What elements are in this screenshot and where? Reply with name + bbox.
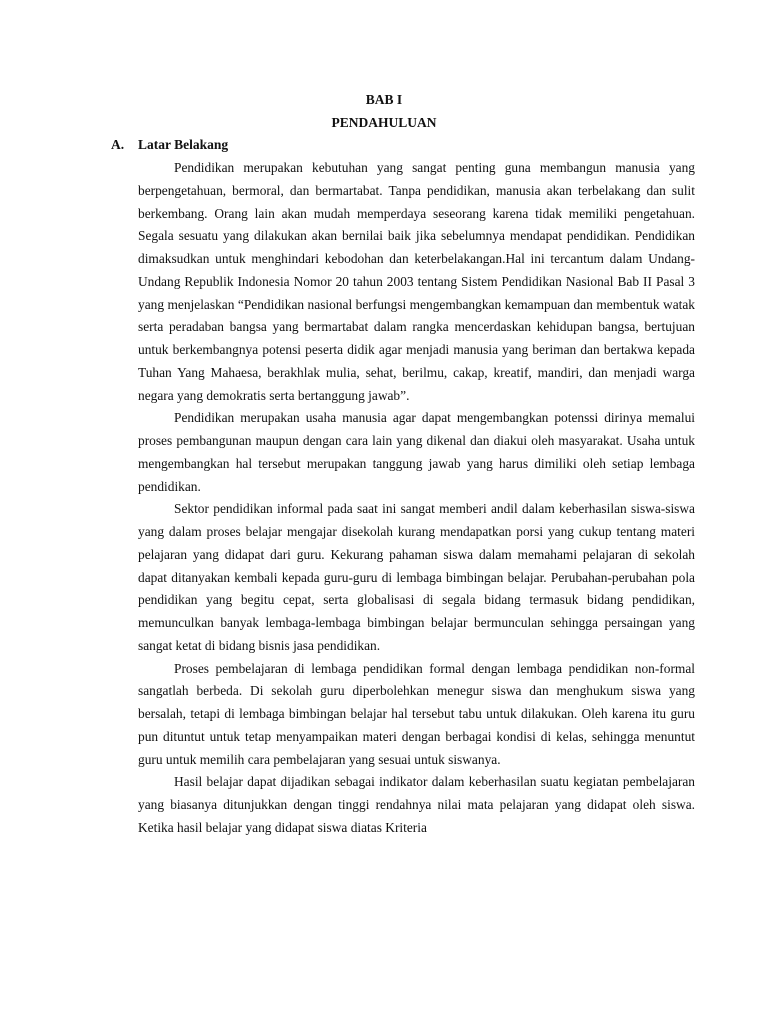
section-title: Latar Belakang xyxy=(138,137,229,152)
paragraph: Pendidikan merupakan kebutuhan yang sangat penting guna membangun manusia yang berpengetahuan, bermoral, dan bermartabat. Tanpa pendidikan, manusia akan terbelakang dan sulit berkembang. Orang lain akan mudah memperdaya seseorang karena tidak memiliki pengetahuan. Segala sesuatu yang dilakukan akan bernilai baik jika sebelumnya mendapat pendidikan. Pendidikan dimaksudkan untuk menghindari kebodohan dan keterbelakangan.Hal ini tercantum dalam Undang-Undang Republik Indonesia Nomor 20 tahun 2003 tentang Sistem Pendidikan Nasional Bab II Pasal 3 yang menjelaskan “Pendidikan nasional berfungsi mengembangkan kemampuan dan membentuk watak serta peradaban bangsa yang bermartabat dalam rangka mencerdaskan kehidupan bangsa, bertujuan untuk berkembangnya potensi peserta didik agar menjadi manusia yang beriman dan bertakwa kepada Tuhan Yang Mahaesa, berakhlak mulia, sehat, berilmu, cakap, kreatif, mandiri, dan menjadi warga negara yang demokratis serta bertanggung jawab”. xyxy=(138,160,695,403)
paragraph: Hasil belajar dapat dijadikan sebagai indikator dalam keberhasilan suatu kegiatan pembelajaran yang biasanya ditunjukkan dengan tinggi rendahnya nilai mata pelajaran yang didapat oleh siswa. Ketika hasil belajar yang didapat siswa diatas Kriteria xyxy=(138,774,695,835)
body-text xyxy=(138,157,695,840)
chapter-number: BAB I xyxy=(365,92,403,107)
paragraph: Pendidikan merupakan usaha manusia agar dapat mengembangkan potenssi dirinya memalui proses pembangunan maupun dengan cara lain yang dikenal dan diakui oleh masyarakat. Usaha untuk mengembangkan hal tersebut merupakan tanggung jawab yang harus dimiliki oleh setiap lembaga pendidikan. xyxy=(138,410,695,494)
paragraph: Proses pembelajaran di lembaga pendidikan formal dengan lembaga pendidikan non-formal sangatlah berbeda. Di sekolah guru diperbolehkan menegur siswa dan menghukum siswa yang bersalah, tetapi di lembaga bimbingan belajar hal tersebut tabu untuk dilakukan. Oleh karena itu guru pun dituntut untuk tetap menyampaikan materi dengan berbagai kondisi di kelas, sehingga menuntut guru untuk memilih cara pembelajaran yang sesuai untuk siswanya. xyxy=(138,660,695,767)
paragraph: Sektor pendidikan informal pada saat ini sangat memberi andil dalam keberhasilan siswa-siswa yang dalam proses belajar mengajar disekolah kurang mendapatkan porsi yang cukup tentang materi pelajaran yang didapat dari guru. Kekurang pahaman siswa dalam memahami pelajaran di sekolah dapat ditanyakan kembali kepada guru-guru di lembaga bimbingan belajar. Perubahan-perubahan pola pendidikan yang begitu cepat, serta globalisasi di segala bidang termasuk bidang pendidikan, memunculkan banyak lembaga-lembaga bimbingan belajar bermunculan sehingga persaingan yang sangat ketat di bidang bisnis jasa pendidikan. xyxy=(138,501,695,653)
section-marker: A. xyxy=(111,137,125,152)
section-heading xyxy=(111,137,228,153)
chapter-title: PENDAHULUAN xyxy=(331,115,437,130)
